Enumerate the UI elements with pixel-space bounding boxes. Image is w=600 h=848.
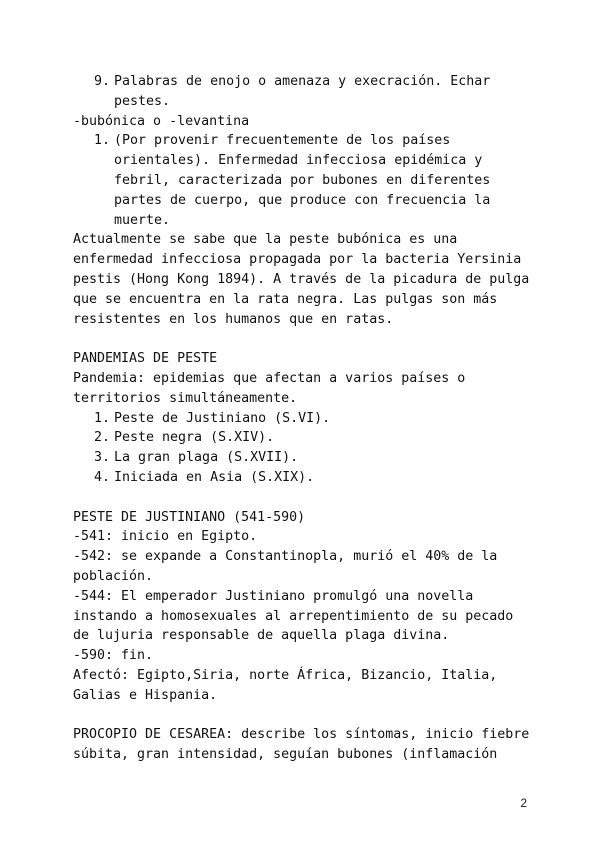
- definition-text-line: partes de cuerpo, que produce con frecuencia la: [114, 192, 491, 208]
- paragraph-line: Galias e Hispania.: [73, 687, 218, 703]
- paragraph-line: enfermedad infecciosa propagada por la bacteria Yersinia: [73, 252, 522, 268]
- paragraph-line: población.: [73, 568, 154, 584]
- paragraph-line: Afectó: Egipto,Siria, norte África, Bizancio, Italia,: [73, 667, 498, 683]
- definition-text-line: febril, caracterizada por bubones en diferentes: [114, 172, 491, 188]
- list-item-text-line: pestes.: [114, 93, 171, 109]
- paragraph-line: -542: se expande a Constantinopla, murió el 40% de la: [73, 549, 498, 565]
- procopio-paragraph: [73, 725, 533, 765]
- paragraph-line: -541: inicio en Egipto.: [73, 529, 258, 545]
- list-item-text-line: Palabras de enojo o amenaza y execración. Echar: [114, 74, 491, 89]
- pandemias-list: [73, 409, 533, 488]
- document-body: [73, 72, 533, 765]
- list-item-text: La gran plaga (S.XVII).: [114, 450, 299, 466]
- paragraph-line: resistentes en los humanos que en ratas.: [73, 311, 394, 327]
- paragraph-line: Pandemia: epidemias que afectan a varios países o: [73, 370, 466, 386]
- paragraph-line: de lujuria responsable de aquella plaga divina.: [73, 628, 450, 644]
- list-number: 3.: [93, 450, 110, 466]
- list-number: 1.: [93, 133, 110, 149]
- list-number: 9.: [93, 74, 110, 89]
- list-number: 4.: [93, 469, 110, 485]
- list-item: [73, 428, 533, 448]
- list-item: [73, 409, 533, 429]
- paragraph-line: instando a homosexuales al arrepentimiento de su pecado: [73, 608, 514, 624]
- pandemias-heading: PANDEMIAS DE PESTE: [73, 351, 218, 367]
- justiniano-heading: PESTE DE JUSTINIANO (541-590): [73, 509, 306, 525]
- definition-text-line: orientales). Enfermedad infecciosa epidémica y: [114, 153, 483, 169]
- list-number: 2.: [93, 430, 110, 446]
- justiniano-section: [73, 527, 533, 705]
- paragraph-line: Actualmente se sabe que la peste bubónica es una: [73, 232, 458, 248]
- paragraph-line: PROCOPIO DE CESAREA: describe los síntomas, inicio fiebre: [73, 727, 530, 743]
- list-item-text: Iniciada en Asia (S.XIX).: [114, 469, 315, 485]
- page-number: 2: [520, 796, 527, 810]
- list-number: 1.: [93, 410, 110, 426]
- list-item-9: [73, 72, 533, 112]
- actualmente-paragraph: [73, 230, 533, 329]
- list-item-text: Peste de Justiniano (S.VI).: [114, 410, 331, 426]
- paragraph-line: -544: El emperador Justiniano promulgó una novella: [73, 588, 474, 604]
- paragraph-line: territorios simultáneamente.: [73, 390, 298, 406]
- bubonica-heading: -bubónica o -levantina: [73, 113, 250, 129]
- definition-item-1: [73, 131, 533, 230]
- definition-text-line: (Por provenir frecuentemente de los países: [114, 133, 451, 149]
- paragraph-line: -590: fin.: [73, 648, 154, 664]
- list-item-text: Peste negra (S.XIV).: [114, 430, 275, 446]
- definition-text-line: muerte.: [114, 212, 171, 228]
- paragraph-line: súbita, gran intensidad, seguían bubones (inflamación: [73, 747, 498, 763]
- blank-line: [73, 329, 533, 349]
- blank-line: [73, 488, 533, 508]
- paragraph-line: que se encuentra en la rata negra. Las pulgas son más: [73, 291, 498, 307]
- blank-line: [73, 706, 533, 726]
- list-item: [73, 448, 533, 468]
- paragraph-line: pestis (Hong Kong 1894). A través de la picadura de pulga: [73, 271, 530, 287]
- list-item: [73, 468, 533, 488]
